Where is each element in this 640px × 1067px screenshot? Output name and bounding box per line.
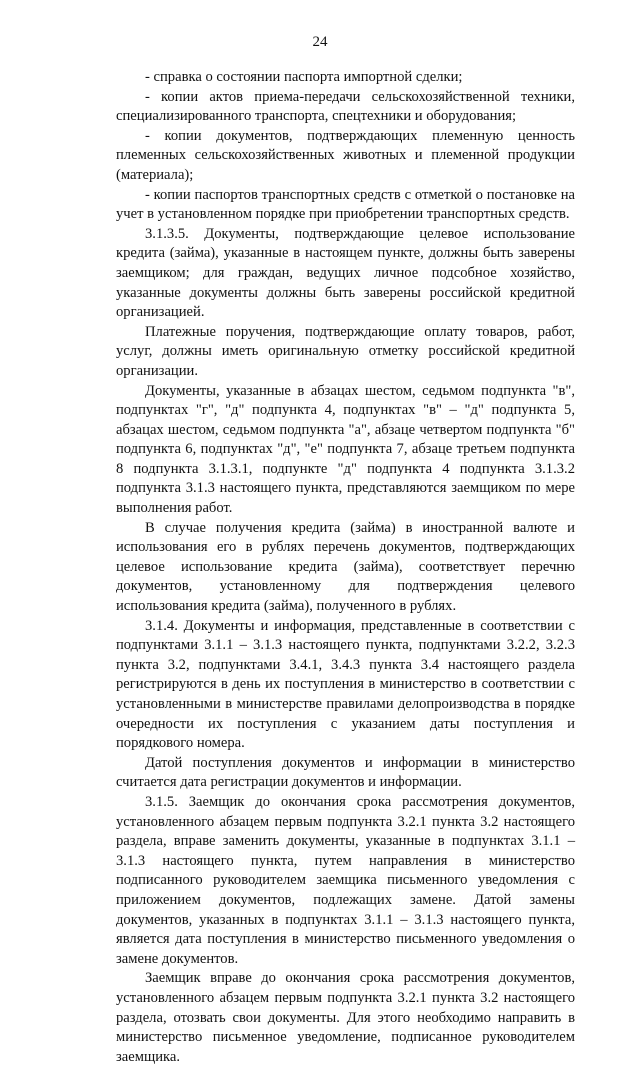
list-item-import-passport: - справка о состоянии паспорта импортной сделки; (145, 69, 463, 85)
list-item-acceptance-acts: - копии актов приема-передачи сельскохозяйственной техники, специализированного транспорта, спецтехники и оборудования; (116, 88, 575, 125)
list-item-breeding-documents: - копии документов, подтверждающих племенную ценность племенных сельскохозяйственных животных и племенной продукции (материала); (116, 127, 575, 183)
list-item-vehicle-passports: - копии паспортов транспортных средств с отметкой о постановке на учет в установленном порядке при приобретении транспортных средств. (116, 186, 575, 223)
paragraph-payment-orders: Платежные поручения, подтверждающие оплату товаров, работ, услуг, должны иметь оригинальную отметку российской кредитной организации. (116, 323, 575, 379)
paragraph-receipt-date: Датой поступления документов и информации в министерство считается дата регистрации документов и информации. (116, 754, 575, 791)
paragraph-documents-submission: Документы, указанные в абзацах шестом, седьмом подпункта "в", подпунктах "г", "д" подпункта 4, подпунктах "в" – "д" подпункта 5, абзацах шестом, седьмом подпункта "а", абзаце четвертом подпункта "б" подпункта 6, подпунктах "д", "е" подпункта 7, абзаце третьем подпункта 8 подпункта 3.1.3.1, подпункте "д" подпункта 4 подпункта 3.1.3.2 подпункта 3.1.3 настоящего пункта, представляются заемщиком по мере выполнения работ. (116, 382, 575, 517)
paragraph-3-1-4: 3.1.4. Документы и информация, представленные в соответствии с подпунктами 3.1.1 – 3.1.3 настоящего пункта, подпунктами 3.2.2, 3.2.3 пункта 3.2, подпунктами 3.4.1, 3.4.3 пункта 3.4 настоящего раздела регистрируются в день их поступления в министерство в соответствии с установленными в министерстве правилами делопроизводства в порядке очередности их поступления с указанием даты поступления и порядкового номера. (116, 617, 575, 752)
paragraph-3-1-3-5: 3.1.3.5. Документы, подтверждающие целевое использование кредита (займа), указанные в настоящем пункте, должны быть заверены заемщиком; для граждан, ведущих личное подсобное хозяйство, указанные документы должны быть заверены российской кредитной организацией. (116, 225, 575, 321)
document-body (116, 68, 575, 1067)
paragraph-foreign-currency: В случае получения кредита (займа) в иностранной валюте и использования его в рублях перечень документов, подтверждающих целевое использование кредита (займа), соответствует перечню документов, установленному для подтверждения целевого использования кредита (займа), полученного в рублях. (116, 519, 575, 615)
page-number: 24 (312, 34, 328, 50)
paragraph-withdrawal: Заемщик вправе до окончания срока рассмотрения документов, установленного абзацем первым подпункта 3.2.1 пункта 3.2 настоящего раздела, отозвать свои документы. Для этого необходимо направить в министерство письменное уведомление, подписанное руководителем заемщика. (116, 970, 575, 1065)
paragraph-3-1-5: 3.1.5. Заемщик до окончания срока рассмотрения документов, установленного абзацем первым подпункта 3.2.1 пункта 3.2 настоящего раздела, вправе заменить документы, указанные в подпунктах 3.1.1 – 3.1.3 настоящего пункта, путем направления в министерство подписанного руководителем заемщика письменного уведомления с приложением документов, подлежащих замене. Датой замены документов, указанных в подпунктах 3.1.1 – 3.1.3 настоящего пункта, является дата поступления в министерство письменного уведомления о замене документов. (116, 793, 575, 967)
